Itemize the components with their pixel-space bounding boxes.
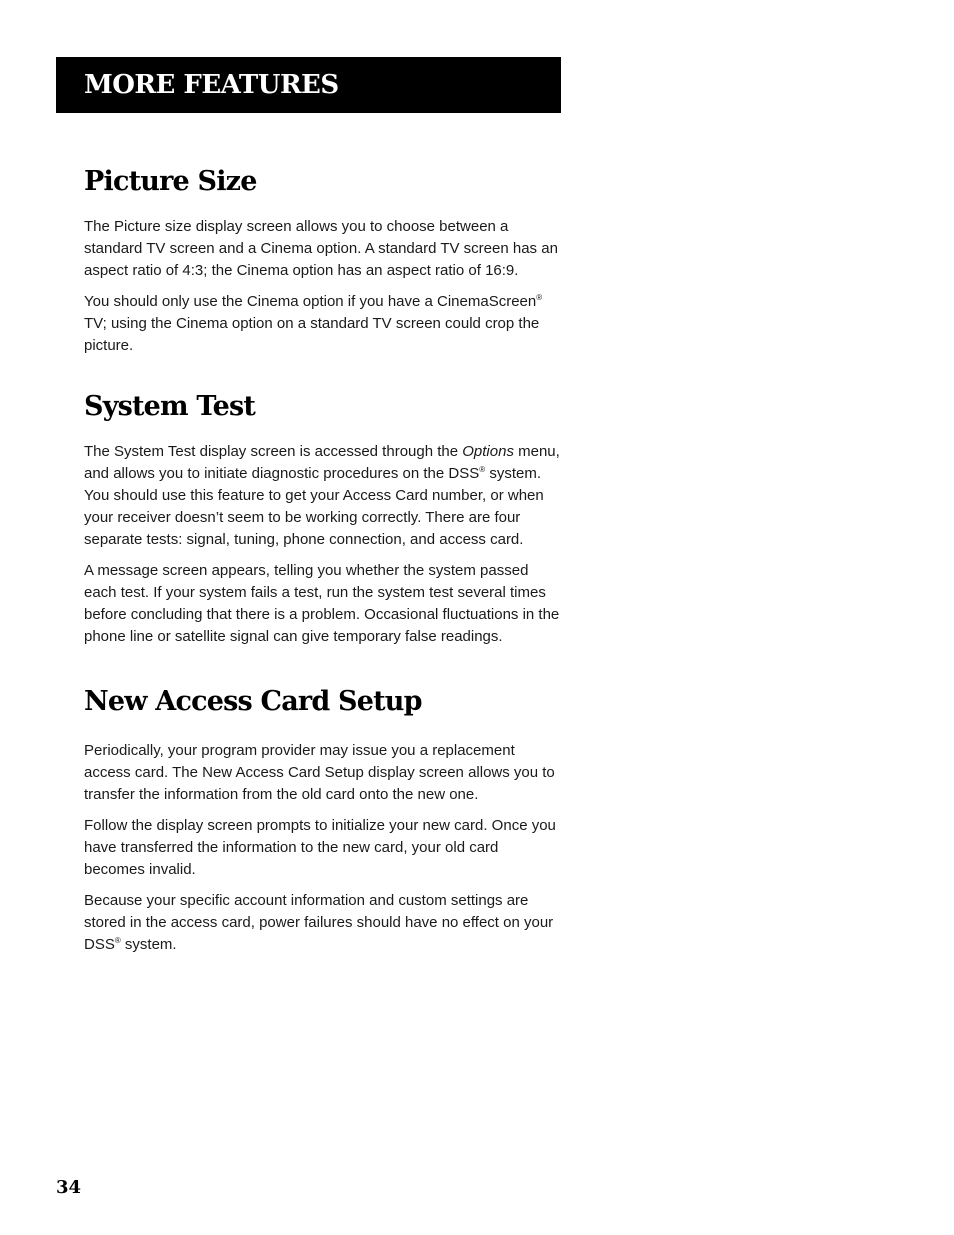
section-title-system-test: System Test <box>84 391 256 422</box>
page-number: 34 <box>56 1177 82 1198</box>
text-run: You should only use the Cinema option if you have a CinemaScreen <box>84 293 537 310</box>
paragraph <box>84 890 562 956</box>
page-content <box>84 160 562 965</box>
section-system-test <box>84 385 562 648</box>
paragraph <box>84 291 562 357</box>
registered-mark: ® <box>114 936 121 945</box>
text-run: menu, and allows you to initiate diagnostic procedures on the DSS <box>84 443 560 482</box>
section-header-bar <box>56 57 561 113</box>
section-title-new-access-card-setup: New Access Card Setup <box>84 686 422 717</box>
text-run: Because your specific account information and custom settings are stored in the access card, power failures should have no effect on your DSS <box>84 892 554 953</box>
paragraph: A message screen appears, telling you whether the system passed each test. If your system fails a test, run the system test several times before concluding that there is a problem. Occasional fluctuations in the phone line or satellite signal can give temporary false readings. <box>84 562 560 645</box>
text-run: TV; using the Cinema option on a standard TV screen could crop the picture. <box>84 315 540 354</box>
registered-mark: ® <box>536 293 543 302</box>
registered-mark: ® <box>479 465 486 474</box>
text-run: system. <box>120 936 177 953</box>
paragraph: Follow the display screen prompts to initialize your new card. Once you have transferred the information to the new card, your old card becomes invalid. <box>84 817 556 878</box>
paragraph: The Picture size display screen allows you to choose between a standard TV screen and a Cinema option. A standard TV screen has an aspect ratio of 4:3; the Cinema option has an aspect ratio of 16:9. <box>84 218 558 279</box>
paragraph <box>84 441 562 551</box>
header-title: MORE FEATURES <box>84 70 339 100</box>
section-picture-size <box>84 160 562 357</box>
paragraph: Periodically, your program provider may issue you a replacement access card. The New Access Card Setup display screen allows you to transfer the information from the old card onto the new one. <box>84 742 555 803</box>
text-run: The System Test display screen is accessed through the <box>84 443 463 460</box>
section-new-access-card-setup <box>84 680 562 956</box>
text-run: system. You should use this feature to get your Access Card number, or when your receiver doesn’t seem to be working correctly. There are four separate tests: signal, tuning, phone connection, and access card. <box>84 465 544 548</box>
options-menu-name: Options <box>462 443 514 460</box>
section-title-picture-size: Picture Size <box>84 166 257 197</box>
